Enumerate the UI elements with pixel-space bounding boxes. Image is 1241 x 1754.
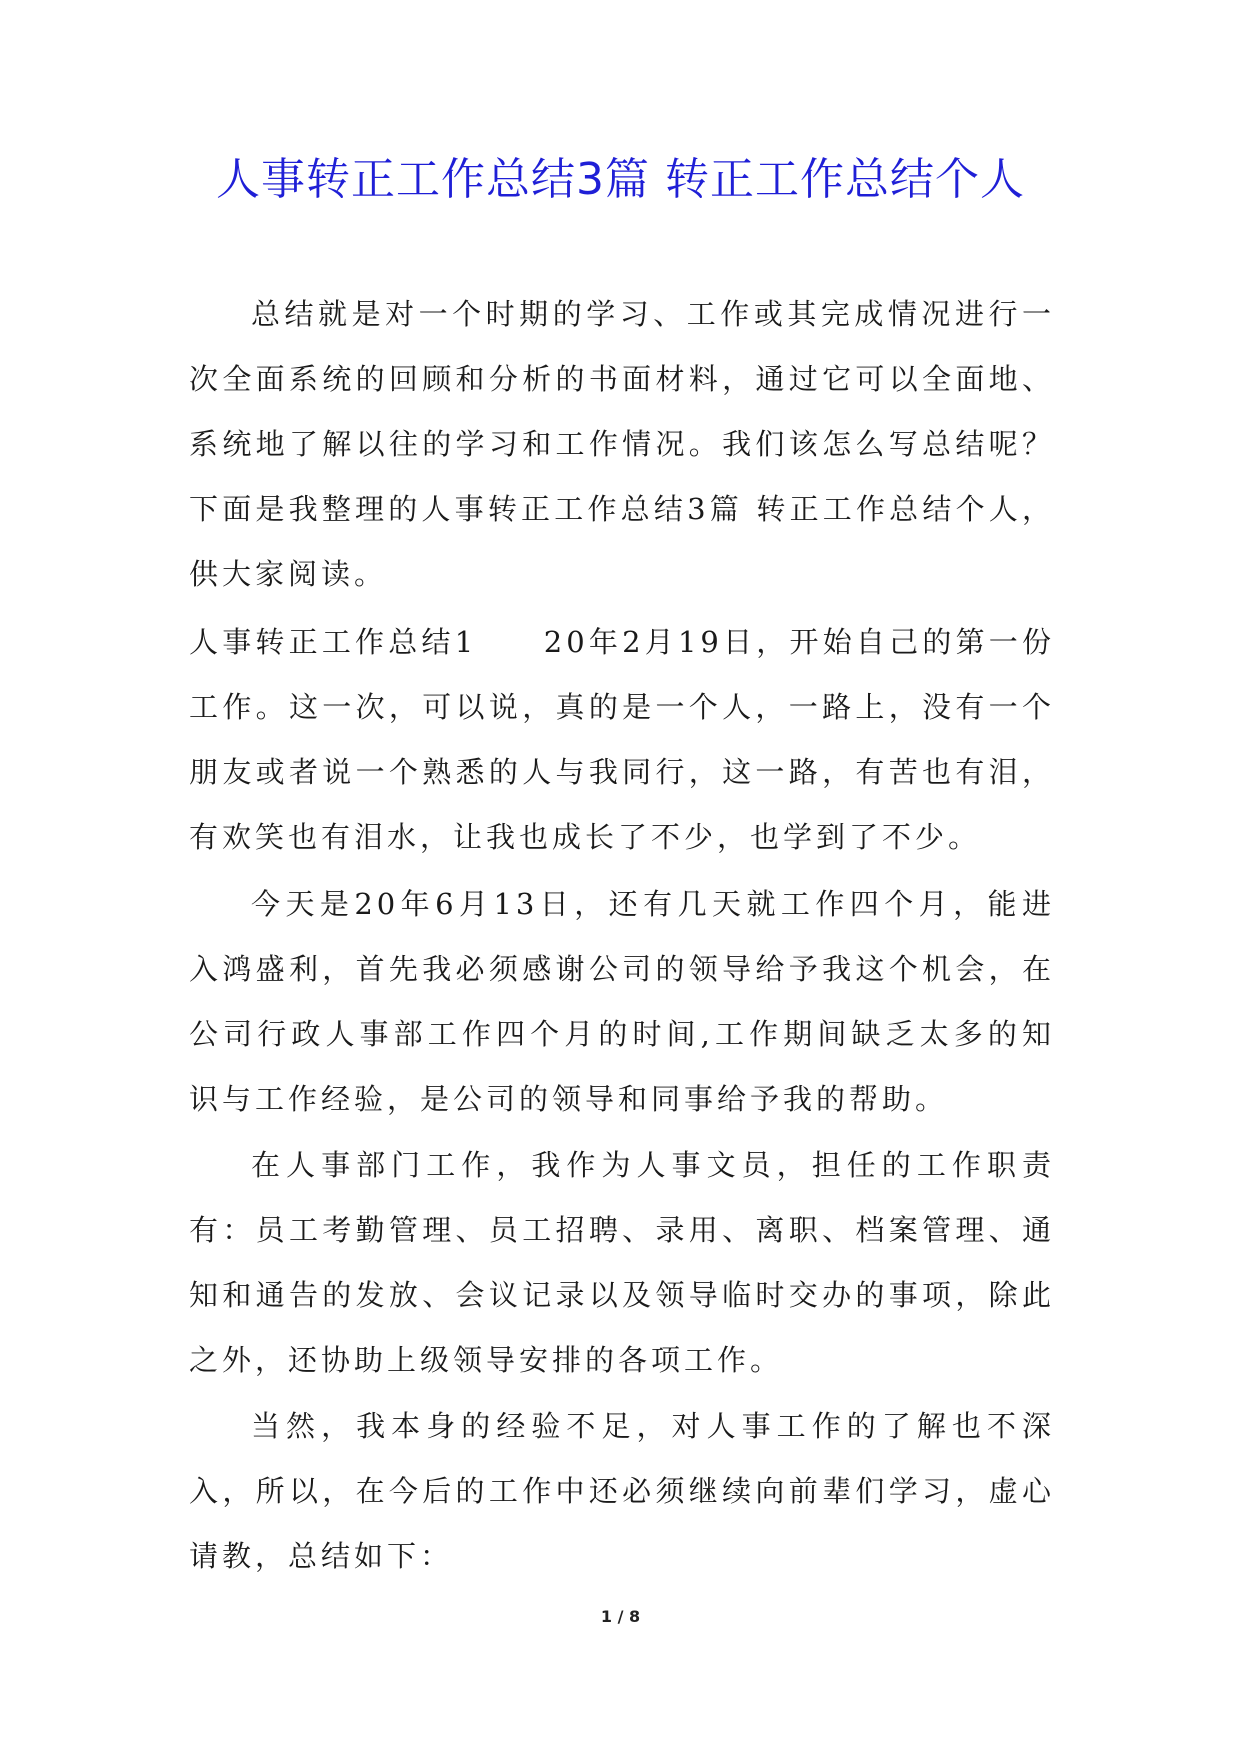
body-paragraph: 在人事部门工作，我作为人事文员，担任的工作职责有：员工考勤管理、员工招聘、录用、离职、档案管理、通知和通告的发放、会议记录以及领导临时交办的事项，除此之外，还协助上级领导安排的各项工作。 [189, 1148, 1055, 1377]
section-1-paragraph: 人事转正工作总结1 20年2月19日，开始自己的第一份工作。这一次，可以说，真的是一个人，一路上，没有一个朋友或者说一个熟悉的人与我同行，这一路，有苦也有泪，有欢笑也有泪水，让我也成长了不少，也学到了不少。 [189, 625, 1055, 854]
document-title: 人事转正工作总结3篇 转正工作总结个人 [216, 154, 1025, 205]
body-paragraph: 今天是20年6月13日，还有几天就工作四个月，能进入鸿盛利，首先我必须感谢公司的领导给予我这个机会，在公司行政人事部工作四个月的时间,工作期间缺乏太多的知识与工作经验，是公司的领导和同事给予我的帮助。 [189, 887, 1055, 1116]
body-paragraph: 当然，我本身的经验不足，对人事工作的了解也不深入，所以，在今后的工作中还必须继续向前辈们学习，虚心请教，总结如下： [189, 1409, 1055, 1573]
intro-paragraph: 总结就是对一个时期的学习、工作或其完成情况进行一次全面系统的回顾和分析的书面材料，通过它可以全面地、系统地了解以往的学习和工作情况。我们该怎么写总结呢？下面是我整理的人事转正工作总结3篇 转正工作总结个人，供大家阅读。 [189, 297, 1055, 591]
page-number: 1 / 8 [600, 1607, 641, 1626]
